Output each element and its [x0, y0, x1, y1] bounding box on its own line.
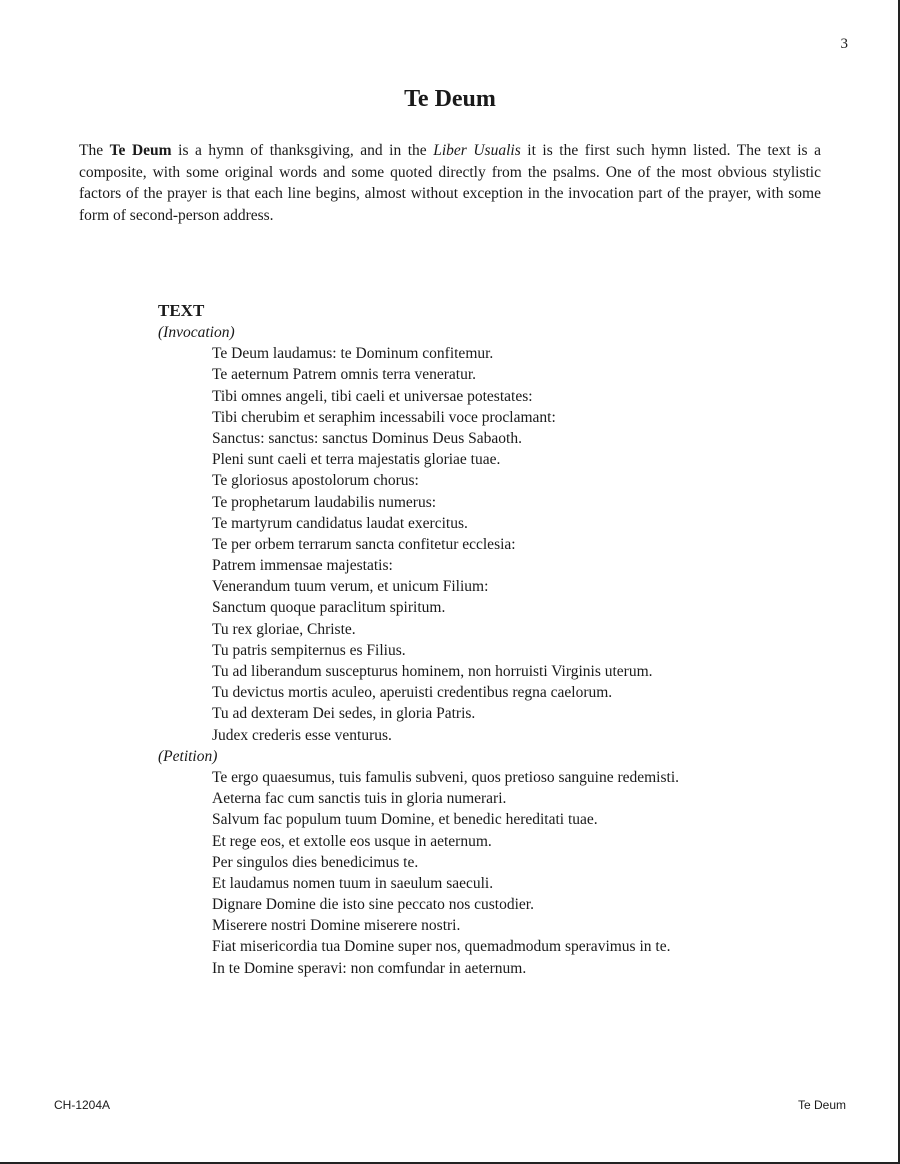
- verse-line: Te Deum laudamus: te Dominum confitemur.: [212, 345, 494, 363]
- verse-line: Te prophetarum laudabilis numerus:: [212, 493, 437, 511]
- verse-line: Salvum fac populum tuum Domine, et benedic hereditati tuae.: [212, 811, 598, 829]
- verse-line: Te gloriosus apostolorum chorus:: [212, 472, 419, 490]
- verse-line: Judex crederis esse venturus.: [212, 726, 392, 744]
- footer-title: Te Deum: [797, 1098, 846, 1112]
- footer-catalog-number: CH-1204A: [54, 1098, 111, 1112]
- intro-text-1: The: [79, 142, 110, 159]
- verse-line: Sanctus: sanctus: sanctus Dominus Deus Sabaoth.: [212, 429, 522, 447]
- text-heading: TEXT: [158, 301, 205, 320]
- verse-line: Tibi cherubim et seraphim incessabili voce proclamant:: [212, 408, 556, 426]
- verse-line: Venerandum tuum verum, et unicum Filium:: [212, 578, 489, 596]
- verse-line: Tu devictus mortis aculeo, aperuisti credentibus regna caelorum.: [212, 684, 613, 702]
- verse-line: Et laudamus nomen tuum in saeulum saeculi.: [212, 874, 494, 892]
- petition-lines: [158, 767, 838, 979]
- page-number: 3: [840, 36, 848, 52]
- invocation-lines: [158, 343, 838, 746]
- invocation-label: (Invocation): [158, 324, 235, 341]
- verse-line: Fiat misericordia tua Domine super nos, quemadmodum speravimus in te.: [212, 938, 671, 956]
- verse-line: Te aeternum Patrem omnis terra veneratur.: [212, 366, 477, 384]
- verse-line: Te per orbem terrarum sancta confitetur ecclesia:: [212, 535, 516, 553]
- verse-line: Dignare Domine die isto sine peccato nos custodier.: [212, 896, 534, 914]
- verse-line: Tu ad dexteram Dei sedes, in gloria Patris.: [212, 705, 476, 723]
- verse-line: Aeterna fac cum sanctis tuis in gloria numerari.: [212, 790, 507, 808]
- verse-line: Tu ad liberandum suscepturus hominem, non horruisti Virginis uterum.: [212, 663, 653, 680]
- text-section: [158, 300, 838, 979]
- verse-line: Tibi omnes angeli, tibi caeli et universae potestates:: [212, 387, 533, 405]
- intro-text-3: it is the first such hymn listed. The text is a composite, with some original words and some quoted directly from the psalms. One of the most obvious stylistic factors of the prayer is that each line begins, almost without exception in the invocation part of the prayer, with some form of second-person address.: [79, 142, 821, 224]
- verse-line: Sanctum quoque paraclitum spiritum.: [212, 599, 446, 617]
- verse-line: In te Domine speravi: non comfundar in aeternum.: [212, 959, 527, 977]
- verse-line: Te ergo quaesumus, tuis famulis subveni, quos pretioso sanguine redemisti.: [212, 768, 680, 786]
- intro-italic-term: Liber Usualis: [433, 142, 521, 159]
- intro-paragraph: [79, 140, 821, 226]
- petition-label: (Petition): [158, 747, 218, 765]
- verse-line: Tu rex gloriae, Christe.: [212, 620, 356, 638]
- verse-line: Et rege eos, et extolle eos usque in aeternum.: [212, 832, 492, 850]
- verse-line: Pleni sunt caeli et terra majestatis gloriae tuae.: [212, 451, 501, 469]
- intro-text-2: is a hymn of thanksgiving, and in the: [171, 142, 434, 159]
- verse-line: Te martyrum candidatus laudat exercitus.: [212, 514, 468, 532]
- verse-line: Patrem immensae majestatis:: [212, 557, 393, 575]
- page-title: Te Deum: [404, 86, 496, 112]
- intro-bold-term: Te Deum: [109, 142, 172, 159]
- verse-line: Miserere nostri Domine miserere nostri.: [212, 917, 461, 935]
- verse-line: Per singulos dies benedicimus te.: [212, 853, 419, 871]
- verse-line: Tu patris sempiternus es Filius.: [212, 641, 406, 659]
